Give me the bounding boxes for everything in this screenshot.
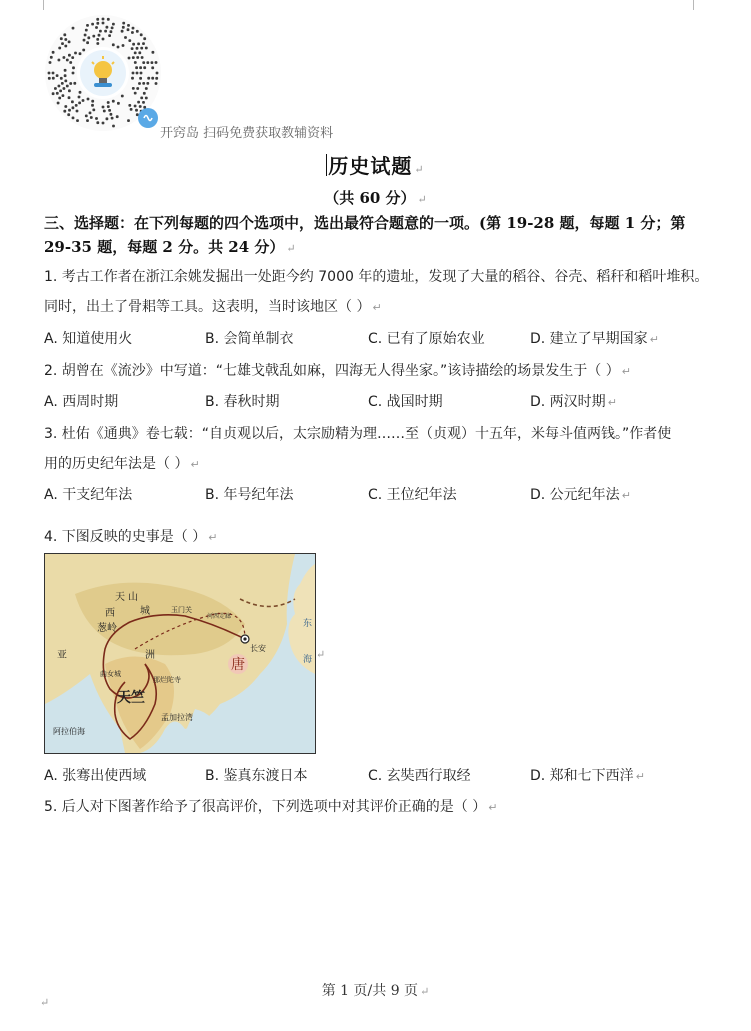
question-3-option-b: B. 年号纪年法 (205, 487, 294, 503)
paragraph-mark: ↵ (621, 365, 631, 378)
qr-dot (64, 74, 67, 77)
qr-dot (116, 115, 119, 118)
qr-dot (110, 113, 113, 116)
question-1-option-d (530, 328, 659, 348)
qr-dot (132, 43, 135, 46)
qr-dot (95, 26, 98, 29)
qr-dot (152, 51, 155, 54)
paragraph-mark: ↵ (635, 770, 645, 783)
qr-dot (74, 52, 77, 55)
qr-dot (108, 109, 111, 112)
qr-dot (91, 23, 94, 26)
qr-dot (54, 87, 57, 90)
qr-dot (86, 24, 89, 27)
paragraph-mark: ↵ (420, 985, 430, 998)
qr-dot (61, 42, 64, 45)
qr-dot (111, 117, 114, 120)
qr-dot (145, 47, 148, 50)
qr-dot (87, 98, 90, 101)
qr-dot (68, 54, 71, 57)
question-2-line-1 (44, 360, 631, 380)
qr-dot (151, 77, 154, 80)
question-3-option-d (530, 484, 631, 504)
xuanzang-route-map-icon (45, 554, 315, 753)
qr-dot (96, 22, 99, 25)
qr-dot (140, 72, 143, 75)
qr-dot (90, 116, 93, 119)
qr-dot (131, 31, 134, 34)
question-text: 4. 下图反映的史事是（ ） (44, 529, 207, 545)
page-number: 第 1 页/共 9 页 (321, 983, 419, 999)
qr-code-icon (44, 14, 162, 132)
page-footer (0, 980, 751, 1000)
question-text: 同时，出土了骨耜等工具。这表明，当时该地区（ ） (44, 299, 371, 315)
paragraph-mark: ↵ (417, 193, 427, 206)
map-label-xiyu: 西 (105, 608, 115, 619)
qr-dot (68, 109, 71, 112)
qr-dot (63, 33, 66, 36)
question-4-option-c: C. 玄奘西行取经 (368, 768, 471, 784)
qr-dot (96, 18, 99, 21)
question-4-option-b: B. 鉴真东渡日本 (205, 768, 308, 784)
map-label-dong: 东 (303, 619, 313, 629)
qr-dot (132, 56, 135, 59)
qr-dot (141, 56, 144, 59)
qr-dot (127, 28, 130, 31)
qr-dot (147, 77, 150, 80)
qr-dot (151, 61, 154, 64)
paragraph-mark: ↵ (649, 333, 659, 346)
qr-dot (143, 37, 146, 40)
qr-dot (146, 61, 149, 64)
qr-dot (72, 117, 75, 120)
qr-dot (73, 82, 76, 85)
qr-dot (106, 117, 109, 120)
map-label-hai: 海 (303, 655, 313, 665)
qr-dot (136, 47, 139, 50)
qr-dot (122, 22, 125, 25)
qr-dot (135, 66, 138, 69)
qr-dot (82, 49, 85, 52)
qr-dot (71, 100, 74, 103)
map-label-ya: 亚 (57, 650, 67, 661)
question-1-line-2 (44, 296, 382, 316)
page-subtitle (0, 187, 751, 208)
route-map (44, 553, 316, 754)
qr-dot (79, 91, 82, 94)
question-4-option-a: A. 张骞出使西域 (44, 768, 147, 784)
qr-dot (124, 36, 127, 39)
qr-dot (102, 106, 105, 109)
question-1-option-c: C. 已有了原始农业 (368, 331, 485, 347)
qr-dot (67, 113, 70, 116)
question-3-option-a: A. 干支纪年法 (44, 487, 133, 503)
qr-dot (132, 87, 135, 90)
qr-dot (68, 41, 71, 44)
map-label-nalanda: 那烂陀寺 (153, 676, 181, 684)
qr-dot (84, 34, 87, 37)
qr-dot (142, 61, 145, 64)
question-2-option-d (530, 391, 617, 411)
qr-dot (62, 94, 65, 97)
qr-dot (52, 92, 55, 95)
qr-dot (151, 66, 154, 69)
section-heading (44, 211, 704, 261)
qr-dot (104, 30, 107, 33)
qr-dot (131, 47, 134, 50)
qr-dot (137, 43, 140, 46)
option-text: D. 公元纪年法 (530, 487, 620, 503)
qr-dot (102, 18, 105, 21)
qr-dot (78, 102, 81, 105)
question-1-line-1 (44, 266, 708, 286)
question-4-option-d (530, 765, 645, 785)
qr-dot (64, 105, 67, 108)
qr-dot (52, 51, 55, 54)
question-2-option-c: C. 战国时期 (368, 394, 443, 410)
qr-dot (155, 82, 158, 85)
question-2-option-b: B. 春秋时期 (205, 394, 280, 410)
qr-dot (91, 104, 94, 107)
qr-dot (155, 61, 158, 64)
qr-dot (107, 101, 110, 104)
question-4-line-1 (44, 526, 217, 546)
qr-dot (111, 27, 114, 30)
qr-dot (134, 52, 137, 55)
qr-dot (63, 110, 66, 113)
qr-dot (112, 23, 115, 26)
question-text: 3. 杜佑《通典》卷七载：“自贞观以后，太宗励精为理……至（贞观）十五年，米每斗值两钱。”作者使 (44, 426, 672, 442)
qr-dot (128, 104, 131, 107)
qr-dot (155, 77, 158, 80)
qr-dot (103, 110, 106, 113)
qr-dot (143, 92, 146, 95)
qr-dot (58, 59, 61, 62)
mini-program-icon (138, 108, 158, 128)
qr-dot (112, 125, 115, 128)
qr-dot (79, 52, 82, 55)
qr-dot (140, 97, 143, 100)
qr-dot (127, 24, 130, 27)
qr-dot (128, 57, 131, 60)
map-label-hexi: 河西走廊 (207, 613, 232, 620)
paragraph-mark: ↵ (316, 648, 326, 661)
title-text: 历史试题 (328, 154, 413, 178)
page-title (0, 150, 751, 179)
paragraph-mark: ↵ (286, 242, 296, 255)
qr-dot (136, 30, 139, 33)
qr-dot (142, 42, 145, 45)
question-2-option-a: A. 西周时期 (44, 394, 119, 410)
qr-dot (71, 56, 74, 59)
qr-dot (82, 99, 85, 102)
map-label-congling: 葱岭 (97, 623, 117, 634)
qr-dot (134, 105, 137, 108)
qr-dot (134, 61, 137, 64)
qr-dot (145, 97, 148, 100)
qr-dot (138, 82, 141, 85)
qr-dot (56, 74, 59, 77)
qr-dot (136, 56, 139, 59)
qr-dot (139, 66, 142, 69)
qr-dot (50, 56, 53, 59)
paragraph-mark: ↵ (372, 301, 382, 314)
option-text: D. 两汉时期 (530, 394, 606, 410)
qr-dot (76, 119, 79, 122)
qr-dot (89, 112, 92, 115)
qr-dot (72, 72, 75, 75)
qr-dot (69, 82, 72, 85)
qr-dot (52, 77, 55, 80)
qr-dot (130, 108, 133, 111)
crop-mark-right (693, 0, 694, 10)
paragraph-mark: ↵ (488, 801, 498, 814)
qr-dot (91, 100, 94, 103)
qr-dot (135, 109, 138, 112)
qr-dot (96, 121, 99, 124)
qr-dot (110, 30, 113, 33)
qr-dot (83, 39, 86, 42)
qr-dot (58, 85, 61, 88)
qr-dot (121, 30, 124, 33)
qr-dot (140, 47, 143, 50)
qr-dot (57, 102, 60, 105)
map-label-changan: 长安 (250, 644, 266, 653)
qr-caption: 开窍岛 扫码免费获取教辅资料 (160, 126, 334, 141)
qr-dot (128, 39, 131, 42)
qr-dot (66, 85, 69, 88)
paragraph-mark: ↵ (40, 996, 50, 1009)
qr-dot (85, 29, 88, 32)
qr-dot (142, 82, 145, 85)
map-label-qunv: 曲女城 (100, 670, 121, 678)
qr-dot (136, 87, 139, 90)
qr-dot (96, 38, 99, 41)
question-text: 用的历史纪年法是（ ） (44, 456, 189, 472)
qr-code (44, 14, 162, 132)
qr-dot (86, 41, 89, 44)
question-1-option-a: A. 知道使用火 (44, 331, 133, 347)
qr-dot (64, 45, 67, 48)
map-label-yumenguan: 玉门关 (171, 606, 192, 614)
paragraph-mark: ↵ (208, 531, 218, 544)
option-text: D. 郑和七下西洋 (530, 768, 634, 784)
qr-dot (102, 22, 105, 25)
qr-dot (107, 105, 110, 108)
qr-dot (60, 37, 63, 40)
qr-dot (122, 26, 125, 29)
qr-dot (76, 110, 79, 113)
qr-dot (146, 82, 149, 85)
qr-dot (145, 87, 148, 90)
qr-dot (98, 34, 101, 37)
question-3-option-c: C. 王位纪年法 (368, 487, 457, 503)
map-label-tianshan: 天 山 (115, 592, 139, 603)
qr-dot (127, 119, 130, 122)
qr-dot (92, 109, 95, 112)
subtitle-text: （共 60 分） (324, 189, 416, 207)
qr-dot (92, 35, 95, 38)
qr-dot (56, 92, 59, 95)
qr-dot (102, 38, 105, 41)
qr-dot (61, 82, 64, 85)
map-label-menjiala: 孟加拉湾 (161, 713, 193, 722)
qr-dot (112, 43, 115, 46)
question-text: 5. 后人对下图著作给予了很高评价，下列选项中对其评价正确的是（ ） (44, 799, 487, 815)
qr-dot (142, 101, 145, 104)
qr-dot (58, 97, 61, 100)
qr-dot (156, 72, 159, 75)
qr-dot (137, 101, 140, 104)
question-text: 2. 胡曾在《流沙》中写道：“七雄戈戟乱如麻，四海无人得坐家。”该诗描绘的场景发生于（ ） (44, 363, 620, 379)
qr-dot (96, 42, 99, 45)
qr-dot (64, 80, 67, 83)
section-heading-text: 三、选择题：在下列每题的四个选项中，选出最符合题意的一项。(第 19-28 题，每题 1 分；第 29-35 题，每题 2 分。共 24 分） (44, 214, 686, 256)
qr-dot (132, 72, 135, 75)
qr-dot (60, 77, 63, 80)
question-text: 1. 考古工作者在浙江余姚发掘出一处距今约 7000 年的遗址，发现了大量的稻谷、谷壳、稻秆和稻叶堆积。 (44, 269, 709, 285)
qr-dot (59, 90, 62, 93)
paragraph-mark: ↵ (607, 396, 617, 409)
qr-dot (102, 122, 105, 125)
qr-dot (78, 96, 81, 99)
qr-dot (85, 115, 88, 118)
qr-dot (64, 69, 67, 72)
question-3-line-2 (44, 453, 200, 473)
map-label-cheng: 城 (140, 606, 150, 617)
qr-dot (75, 104, 78, 107)
map-label-arab: 阿拉伯海 (53, 727, 85, 736)
qr-dot (72, 106, 75, 109)
qr-dot (112, 100, 115, 103)
qr-dot (64, 38, 67, 41)
qr-dot (68, 96, 71, 99)
qr-dot (87, 36, 90, 39)
qr-dot (106, 26, 109, 29)
qr-dot (117, 46, 120, 49)
map-label-tang: 唐 (231, 657, 245, 673)
qr-dot (86, 119, 89, 122)
qr-dot (139, 105, 142, 108)
qr-dot (58, 47, 61, 50)
qr-dot (48, 77, 51, 80)
question-1-option-b: B. 会简单制衣 (205, 331, 294, 347)
qr-dot (143, 66, 146, 69)
qr-dot (121, 95, 124, 98)
qr-dot (66, 59, 69, 62)
qr-dot (140, 33, 143, 36)
qr-dot (99, 30, 102, 33)
qr-dot (107, 18, 110, 21)
qr-dot (108, 34, 111, 37)
map-label-zhou: 洲 (145, 650, 155, 661)
qr-dot (139, 77, 142, 80)
qr-dot (48, 72, 51, 75)
qr-dot (131, 77, 134, 80)
paragraph-mark: ↵ (414, 163, 425, 176)
qr-dot (63, 56, 66, 59)
map-label-tianzhu: 天竺 (117, 690, 145, 706)
qr-dot (68, 89, 71, 92)
qr-dot (63, 87, 66, 90)
paragraph-mark: ↵ (621, 489, 631, 502)
qr-dot (72, 66, 75, 69)
question-5-line-1 (44, 796, 497, 816)
question-3-line-1 (44, 423, 671, 443)
qr-dot (117, 102, 120, 105)
qr-dot (49, 61, 52, 64)
qr-dot (69, 61, 72, 64)
option-text: D. 建立了早期国家 (530, 331, 648, 347)
qr-dot (52, 72, 55, 75)
paragraph-mark: ↵ (190, 458, 200, 471)
qr-dot (122, 44, 125, 47)
qr-dot (134, 92, 137, 95)
qr-dot (136, 72, 139, 75)
qr-dot (132, 27, 135, 30)
crop-mark-left (43, 0, 44, 10)
qr-dot (95, 117, 98, 120)
qr-dot (138, 51, 141, 54)
qr-dot (72, 27, 75, 30)
